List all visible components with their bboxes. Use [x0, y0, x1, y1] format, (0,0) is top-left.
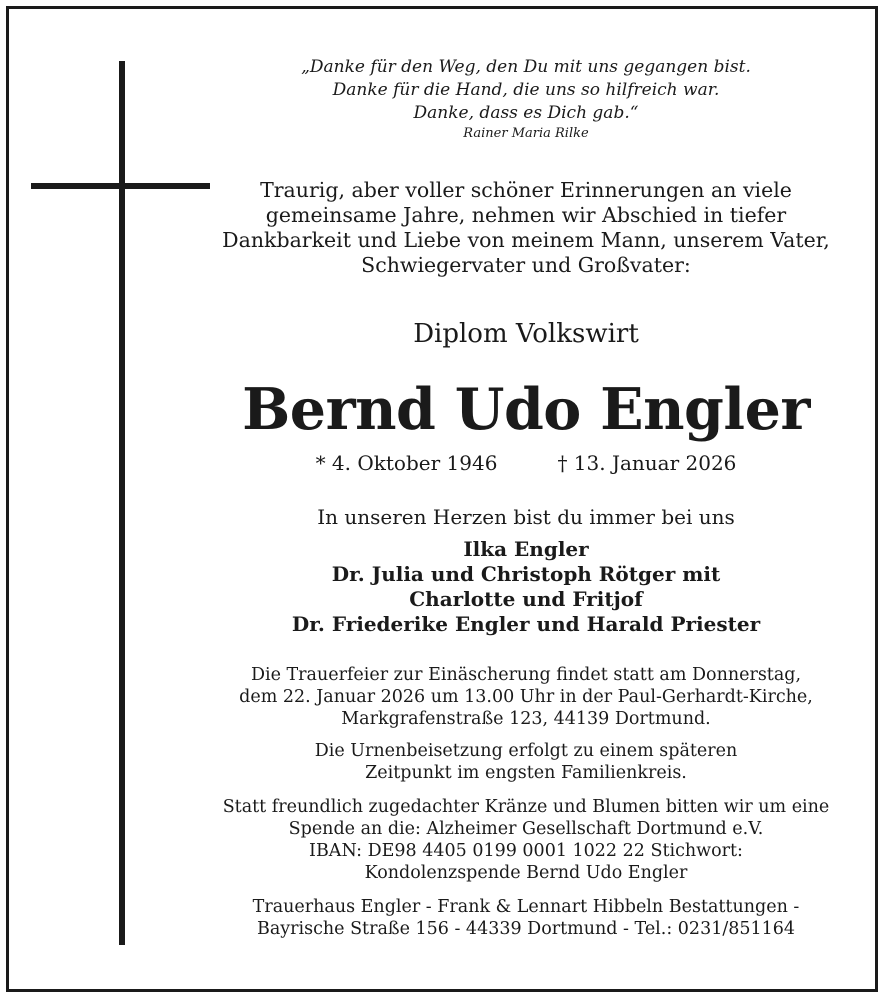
quote-line: Danke für die Hand, die uns so hilfreich war. [332, 80, 720, 100]
deceased-title: Diplom Volkswirt [413, 319, 639, 349]
deceased-name: Bernd Udo Engler [242, 376, 810, 443]
birth-date: * 4. Oktober 1946 [315, 451, 498, 475]
donation-line: Spende an die: Alzheimer Gesellschaft Dortmund e.V. [288, 819, 764, 839]
funeral-info [200, 664, 852, 730]
life-dates [200, 450, 852, 476]
funeral-line: Die Trauerfeier zur Einäscherung findet statt am Donnerstag, [250, 665, 802, 685]
family-line: Dr. Julia und Christoph Rötger mit [331, 562, 721, 586]
urn-burial-info [200, 740, 852, 784]
family-line: Ilka Engler [463, 537, 589, 561]
cross-horizontal-bar [31, 183, 210, 189]
donation-line: Kondolenzspende Bernd Udo Engler [364, 863, 688, 883]
donation-line: Statt freundlich zugedachter Kränze und Blumen bitten wir um eine [222, 797, 830, 817]
quote-author: Rainer Maria Rilke [463, 126, 589, 141]
family-line: Dr. Friederike Engler und Harald Priester [291, 612, 761, 636]
urn-line: Die Urnenbeisetzung erfolgt zu einem späteren [314, 741, 738, 761]
donation-line: IBAN: DE98 4405 0199 0001 1022 22 Stichwort: [309, 841, 743, 861]
donation-info [200, 796, 852, 884]
undertaker-line: Bayrische Straße 156 - 44339 Dortmund - Tel.: 0231/851164 [256, 919, 796, 939]
urn-line: Zeitpunkt im engsten Familienkreis. [365, 763, 687, 783]
intro-line: Traurig, aber voller schöner Erinnerungen an viele [260, 178, 792, 202]
quote-line: Danke, dass es Dich gab.“ [413, 103, 639, 123]
death-date: † 13. Januar 2026 [557, 451, 737, 475]
intro-text [200, 178, 852, 278]
intro-line: gemeinsame Jahre, nehmen wir Abschied in tiefer [265, 203, 787, 227]
motto: In unseren Herzen bist du immer bei uns [317, 505, 735, 529]
funeral-line: dem 22. Januar 2026 um 13.00 Uhr in der Paul-Gerhardt-Kirche, [239, 687, 813, 707]
funeral-line: Markgrafenstraße 123, 44139 Dortmund. [341, 709, 711, 729]
quote-line: „Danke für den Weg, den Du mit uns gegangen bist. [301, 57, 751, 77]
rilke-quote [200, 56, 852, 125]
undertaker-line: Trauerhaus Engler - Frank & Lennart Hibbeln Bestattungen - [252, 897, 800, 917]
intro-line: Schwiegervater und Großvater: [361, 253, 691, 277]
cross-vertical-bar [119, 61, 125, 945]
family-names [200, 537, 852, 637]
intro-line: Dankbarkeit und Liebe von meinem Mann, unserem Vater, [222, 228, 830, 252]
undertaker-info [200, 896, 852, 940]
family-line: Charlotte und Fritjof [409, 587, 643, 611]
